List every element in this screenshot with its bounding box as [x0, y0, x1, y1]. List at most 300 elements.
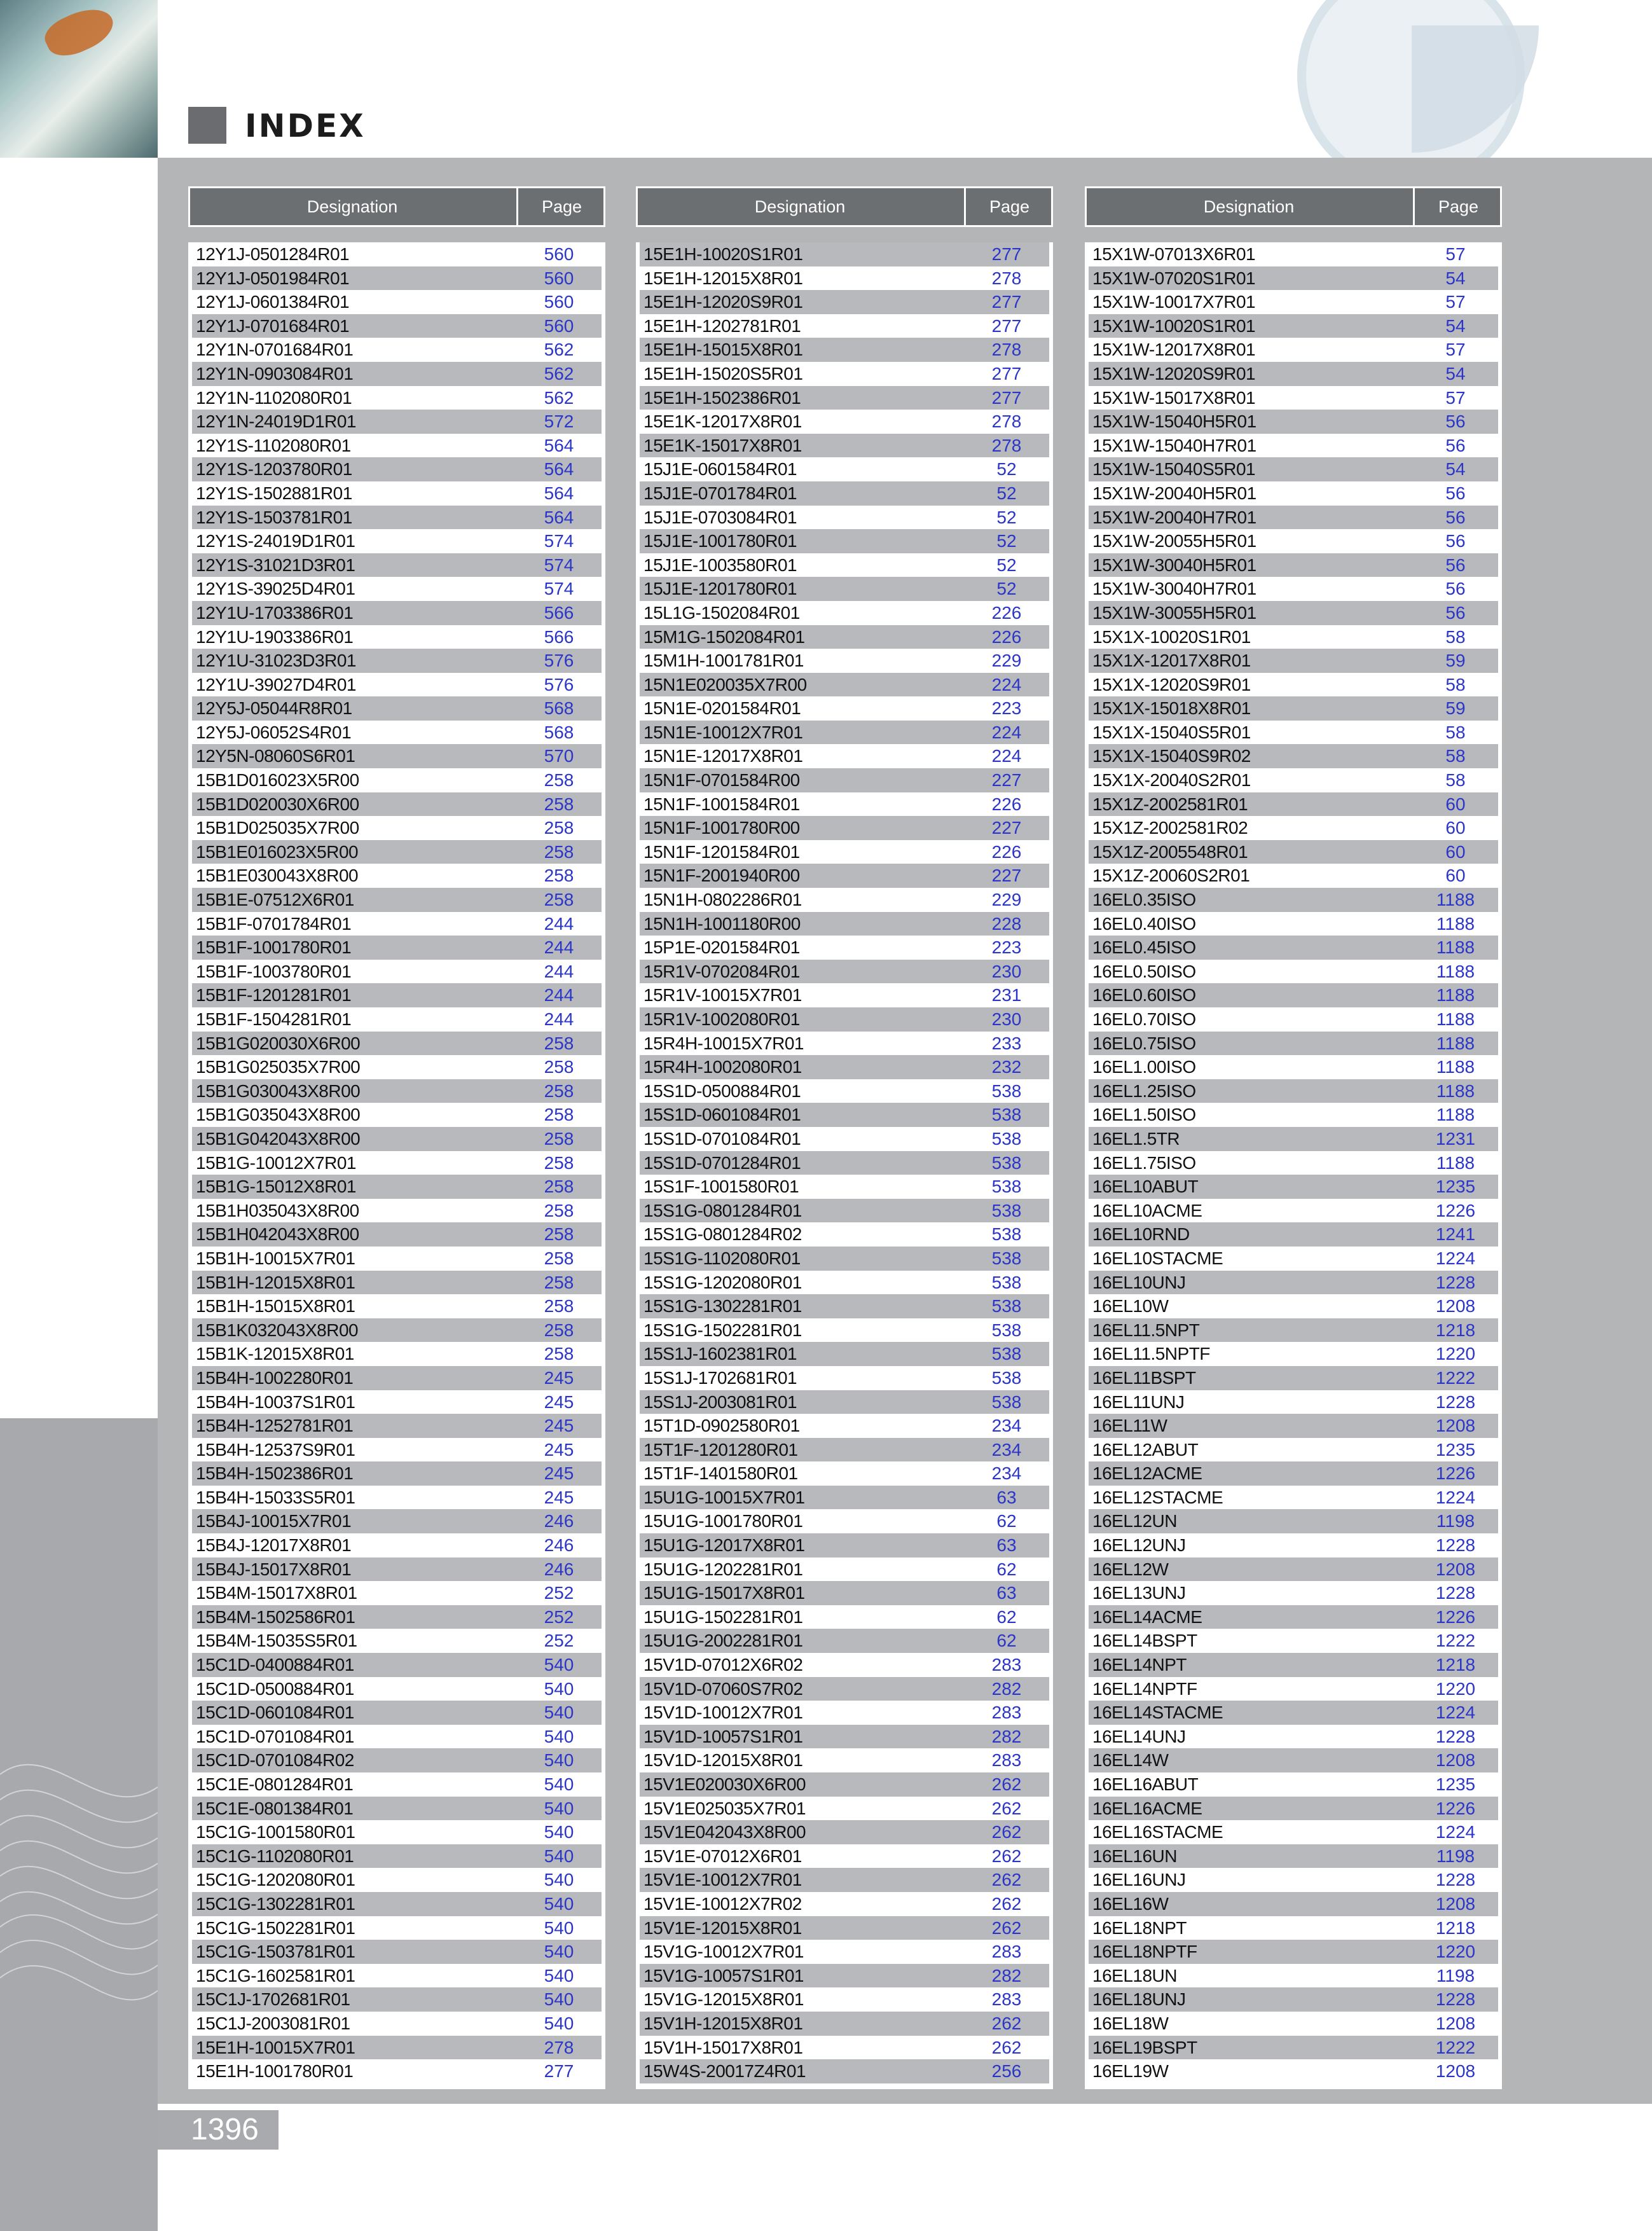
page-link[interactable]: 57 [1445, 340, 1466, 360]
page-link[interactable]: 540 [544, 1917, 574, 1938]
page-link[interactable]: 258 [544, 1152, 574, 1173]
page-link[interactable]: 1228 [1435, 1583, 1476, 1603]
table-row [192, 1509, 602, 1533]
page-link[interactable]: 540 [544, 1942, 574, 1962]
page-link[interactable]: 234 [991, 1439, 1022, 1460]
page-link[interactable]: 230 [991, 961, 1022, 981]
designation-cell: 15X1X-15018X8R01 [1092, 698, 1251, 719]
page-link[interactable]: 63 [996, 1583, 1017, 1603]
page-link[interactable]: 1228 [1435, 1989, 1476, 2010]
page-link[interactable]: 1218 [1435, 1917, 1476, 1938]
page-link[interactable]: 52 [996, 483, 1017, 503]
table-row [192, 457, 602, 481]
page-link[interactable]: 1208 [1435, 2061, 1476, 2082]
designation-cell: 15X1W-10020S1R01 [1092, 315, 1256, 336]
page-link[interactable]: 1188 [1436, 1152, 1475, 1173]
page-link[interactable]: 1208 [1435, 1559, 1476, 1579]
designation-cell: 16EL13UNJ [1092, 1583, 1186, 1603]
page-link[interactable]: 564 [544, 459, 574, 480]
page-link[interactable]: 52 [996, 579, 1017, 599]
page-link[interactable]: 63 [996, 1487, 1017, 1507]
blue-quarter-graphic [1412, 25, 1539, 153]
page-link[interactable]: 252 [544, 1583, 574, 1603]
page-link[interactable]: 246 [544, 1511, 574, 1531]
page-link[interactable]: 540 [544, 1798, 574, 1818]
page-link[interactable]: 56 [1445, 555, 1466, 575]
page-link[interactable]: 1224 [1435, 1248, 1476, 1268]
page-link[interactable]: 245 [544, 1439, 574, 1460]
page-link[interactable]: 258 [544, 1128, 574, 1149]
table-row [640, 553, 1049, 577]
page-link[interactable]: 283 [991, 1942, 1022, 1962]
designation-cell: 16EL18UN [1092, 1965, 1177, 1986]
page-link[interactable]: 224 [991, 674, 1022, 694]
page-link[interactable]: 283 [991, 1655, 1022, 1675]
designation-cell: 15E1H-12015X8R01 [644, 268, 803, 288]
page-link[interactable]: 228 [991, 913, 1022, 934]
page-link[interactable]: 227 [991, 818, 1022, 838]
page-link[interactable]: 576 [544, 651, 574, 671]
table-row [1089, 1318, 1498, 1343]
designation-cell: 15B1F-1001780R01 [196, 937, 352, 958]
page-link[interactable]: 56 [1445, 507, 1466, 527]
page-link[interactable]: 258 [544, 841, 574, 862]
table-row [1089, 864, 1498, 888]
page-link[interactable]: 258 [544, 818, 574, 838]
page-link[interactable]: 1188 [1436, 1009, 1475, 1029]
page-link[interactable]: 540 [544, 1774, 574, 1794]
page-link[interactable]: 574 [544, 555, 574, 575]
page-link[interactable]: 1208 [1435, 2013, 1476, 2033]
page-link[interactable]: 538 [991, 1152, 1022, 1173]
page-link[interactable]: 54 [1445, 268, 1466, 288]
page-link[interactable]: 262 [991, 2037, 1022, 2057]
page-link[interactable]: 223 [991, 937, 1022, 958]
page-link[interactable]: 540 [544, 1846, 574, 1866]
page-link[interactable]: 223 [991, 698, 1022, 719]
page-link[interactable]: 1220 [1435, 1942, 1476, 1962]
page-link[interactable]: 63 [996, 1535, 1017, 1556]
page-link[interactable]: 54 [1445, 315, 1466, 336]
page-link[interactable]: 232 [991, 1057, 1022, 1077]
page-link[interactable]: 1218 [1435, 1320, 1476, 1340]
page-link[interactable]: 244 [544, 961, 574, 981]
table-row [640, 1725, 1049, 1749]
page-link[interactable]: 258 [544, 1296, 574, 1316]
table-row [1089, 649, 1498, 673]
table-row [192, 434, 602, 458]
page-link[interactable]: 282 [991, 1965, 1022, 1986]
page-link[interactable]: 58 [1445, 746, 1466, 766]
page-link[interactable]: 538 [991, 1248, 1022, 1268]
designation-cell: 15X1X-15040S9R02 [1092, 746, 1251, 766]
page-link[interactable]: 1188 [1436, 1105, 1475, 1125]
page-link[interactable]: 1231 [1435, 1128, 1476, 1149]
page-link[interactable]: 540 [544, 1822, 574, 1842]
page-link[interactable]: 277 [991, 244, 1022, 264]
page-link[interactable]: 60 [1445, 866, 1466, 886]
page-link[interactable]: 226 [991, 602, 1022, 623]
designation-cell: 15E1H-10020S1R01 [644, 244, 803, 264]
page-link[interactable]: 564 [544, 483, 574, 503]
designation-cell: 15C1D-0701084R01 [196, 1726, 354, 1746]
page-link[interactable]: 234 [991, 1416, 1022, 1436]
page-link[interactable]: 52 [996, 459, 1017, 480]
page-link[interactable]: 54 [1445, 459, 1466, 480]
page-link[interactable]: 564 [544, 507, 574, 527]
page-link[interactable]: 52 [996, 507, 1017, 527]
designation-cell: 16EL16UNJ [1092, 1870, 1186, 1890]
designation-cell: 15V1E-12015X8R01 [644, 1917, 802, 1938]
page-link[interactable]: 230 [991, 1009, 1022, 1029]
designation-cell: 15B1G-10012X7R01 [196, 1152, 356, 1173]
page-link[interactable]: 244 [544, 1009, 574, 1029]
page-link[interactable]: 258 [544, 866, 574, 886]
page-link[interactable]: 538 [991, 1367, 1022, 1388]
table-row [640, 1605, 1049, 1629]
page-link[interactable]: 226 [991, 841, 1022, 862]
page-link[interactable]: 282 [991, 1678, 1022, 1699]
designation-cell: 15C1J-1702681R01 [196, 1989, 350, 2010]
page-link[interactable]: 1208 [1435, 1893, 1476, 1914]
page-link[interactable]: 258 [544, 1033, 574, 1053]
page-link[interactable]: 283 [991, 1703, 1022, 1723]
page-link[interactable]: 258 [544, 1248, 574, 1268]
page-link[interactable]: 262 [991, 1774, 1022, 1794]
page-link[interactable]: 62 [996, 1606, 1017, 1627]
table-row [1089, 1461, 1498, 1486]
page-link[interactable]: 245 [544, 1367, 574, 1388]
page-link[interactable]: 258 [544, 1344, 574, 1364]
page-link[interactable]: 262 [991, 1798, 1022, 1818]
table-row [1089, 457, 1498, 481]
page-link[interactable]: 540 [544, 1989, 574, 2010]
page-link[interactable]: 58 [1445, 674, 1466, 694]
page-link[interactable]: 1218 [1435, 1655, 1476, 1675]
page-link[interactable]: 256 [991, 2061, 1022, 2082]
page-link[interactable]: 262 [991, 1822, 1022, 1842]
table-row [1089, 1916, 1498, 1940]
designation-cell: 15X1X-10020S1R01 [1092, 626, 1251, 647]
page-link[interactable]: 258 [544, 794, 574, 814]
page-link[interactable]: 576 [544, 674, 574, 694]
page-link[interactable]: 568 [544, 722, 574, 742]
page-link[interactable]: 282 [991, 1726, 1022, 1746]
page-link[interactable]: 574 [544, 531, 574, 551]
page-link[interactable]: 1188 [1436, 937, 1475, 958]
table-row [1089, 553, 1498, 577]
table-row [640, 1772, 1049, 1797]
designation-cell: 15V1G-10057S1R01 [644, 1965, 804, 1986]
page-link[interactable]: 262 [991, 1917, 1022, 1938]
page-link[interactable]: 258 [544, 1224, 574, 1245]
page-link[interactable]: 540 [544, 1726, 574, 1746]
page-link[interactable]: 1222 [1435, 2037, 1476, 2057]
page-link[interactable]: 57 [1445, 387, 1466, 408]
page-link[interactable]: 1226 [1435, 1200, 1476, 1220]
page-link[interactable]: 538 [991, 1177, 1022, 1197]
page-link[interactable]: 278 [991, 268, 1022, 288]
page-link[interactable]: 540 [544, 1655, 574, 1675]
page-link[interactable]: 564 [544, 435, 574, 455]
page-link[interactable]: 1188 [1436, 1081, 1475, 1101]
page-link[interactable]: 54 [1445, 363, 1466, 383]
table-row [1089, 1533, 1498, 1558]
page-link[interactable]: 278 [991, 411, 1022, 432]
page-link[interactable]: 262 [991, 1893, 1022, 1914]
page-link[interactable]: 1222 [1435, 1631, 1476, 1651]
page-link[interactable]: 1198 [1436, 1846, 1475, 1866]
page-link[interactable]: 1224 [1435, 1822, 1476, 1842]
page-link[interactable]: 262 [991, 2013, 1022, 2033]
page-link[interactable]: 62 [996, 1511, 1017, 1531]
page-link[interactable]: 277 [544, 2061, 574, 2082]
page-link[interactable]: 52 [996, 555, 1017, 575]
page-link[interactable]: 1198 [1436, 1511, 1475, 1531]
page-link[interactable]: 245 [544, 1463, 574, 1484]
page-link[interactable]: 262 [991, 1846, 1022, 1866]
table-row [640, 625, 1049, 649]
designation-cell: 16EL14NPTF [1092, 1678, 1197, 1699]
page-link[interactable]: 1228 [1435, 1392, 1476, 1412]
page-link[interactable]: 62 [996, 1559, 1017, 1579]
page-link[interactable]: 252 [544, 1631, 574, 1651]
page-link[interactable]: 277 [991, 292, 1022, 312]
page-link[interactable]: 258 [544, 770, 574, 791]
designation-cell: 15B4H-1002280R01 [196, 1367, 354, 1388]
page-link[interactable]: 56 [1445, 602, 1466, 623]
page-header: Page [964, 188, 1053, 225]
page-link[interactable]: 226 [991, 626, 1022, 647]
page-link[interactable]: 224 [991, 746, 1022, 766]
page-link[interactable]: 58 [1445, 770, 1466, 791]
table-row [640, 1271, 1049, 1295]
table-row [1089, 529, 1498, 553]
page-link[interactable]: 1235 [1435, 1774, 1476, 1794]
page-link[interactable]: 227 [991, 770, 1022, 791]
page-link[interactable]: 540 [544, 1870, 574, 1890]
table-row [192, 1486, 602, 1510]
page-link[interactable]: 58 [1445, 722, 1466, 742]
page-link[interactable]: 1208 [1435, 1296, 1476, 1316]
page-link[interactable]: 560 [544, 244, 574, 264]
page-link[interactable]: 229 [991, 890, 1022, 910]
designation-cell: 12Y1S-31021D3R01 [196, 555, 355, 575]
page-link[interactable]: 245 [544, 1416, 574, 1436]
table-row [192, 1725, 602, 1749]
page-link[interactable]: 572 [544, 411, 574, 432]
page-link[interactable]: 538 [991, 1224, 1022, 1245]
designation-cell: 15J1E-1201780R01 [644, 579, 797, 599]
designation-cell: 15U1G-1502281R01 [644, 1606, 803, 1627]
page-link[interactable]: 258 [544, 1200, 574, 1220]
designation-cell: 15V1D-07012X6R02 [644, 1655, 803, 1675]
table-row [1089, 625, 1498, 649]
designation-cell: 12Y1U-1903386R01 [196, 626, 354, 647]
designation-cell: 15C1E-0801284R01 [196, 1774, 354, 1794]
page-link[interactable]: 262 [991, 1870, 1022, 1890]
designation-cell: 15N1E020035X7R00 [644, 674, 807, 694]
page-link[interactable]: 244 [544, 913, 574, 934]
page-link[interactable]: 60 [1445, 794, 1466, 814]
page-link[interactable]: 540 [544, 2013, 574, 2033]
designation-cell: 12Y5N-08060S6R01 [196, 746, 355, 766]
designation-cell: 16EL12W [1092, 1559, 1169, 1579]
page-link[interactable]: 562 [544, 340, 574, 360]
page-link[interactable]: 538 [991, 1128, 1022, 1149]
designation-cell: 15B4H-1502386R01 [196, 1463, 354, 1484]
page-link[interactable]: 56 [1445, 435, 1466, 455]
page-link[interactable]: 540 [544, 1750, 574, 1771]
page-link[interactable]: 560 [544, 292, 574, 312]
designation-cell: 15V1G-12015X8R01 [644, 1989, 804, 2010]
page-link[interactable]: 1208 [1435, 1750, 1476, 1771]
page-link[interactable]: 560 [544, 315, 574, 336]
page-link[interactable]: 245 [544, 1487, 574, 1507]
page-link[interactable]: 538 [991, 1344, 1022, 1364]
page-link[interactable]: 1228 [1435, 1535, 1476, 1556]
page-link[interactable]: 1188 [1436, 913, 1475, 934]
page-link[interactable]: 1198 [1436, 1965, 1475, 1986]
page-link[interactable]: 56 [1445, 579, 1466, 599]
table-row [640, 696, 1049, 721]
page-link[interactable]: 278 [991, 435, 1022, 455]
page-link[interactable]: 56 [1445, 411, 1466, 432]
designation-cell: 15X1W-15017X8R01 [1092, 387, 1256, 408]
page-link[interactable]: 244 [544, 937, 574, 958]
page-link[interactable]: 562 [544, 387, 574, 408]
page-link[interactable]: 59 [1445, 698, 1466, 719]
page-link[interactable]: 540 [544, 1703, 574, 1723]
page-link[interactable]: 277 [991, 315, 1022, 336]
designation-cell: 16EL0.75ISO [1092, 1033, 1196, 1053]
designation-cell: 15R4H-10015X7R01 [644, 1033, 804, 1053]
page-link[interactable]: 1208 [1435, 1416, 1476, 1436]
page-link[interactable]: 540 [544, 1893, 574, 1914]
page-link[interactable]: 283 [991, 1750, 1022, 1771]
page-link[interactable]: 227 [991, 866, 1022, 886]
page-link[interactable]: 566 [544, 626, 574, 647]
table-row [1089, 1271, 1498, 1295]
table-row [1089, 840, 1498, 864]
page-link[interactable]: 540 [544, 1678, 574, 1699]
designation-cell: 15J1E-0701784R01 [644, 483, 797, 503]
table-row [192, 601, 602, 625]
page-link[interactable]: 574 [544, 579, 574, 599]
page-link[interactable]: 258 [544, 1081, 574, 1101]
designation-cell: 15V1D-07060S7R02 [644, 1678, 803, 1699]
page-link[interactable]: 252 [544, 1606, 574, 1627]
page-link[interactable]: 258 [544, 1320, 574, 1340]
page-link[interactable]: 1222 [1435, 1367, 1476, 1388]
page-link[interactable]: 1228 [1435, 1272, 1476, 1292]
page-link[interactable]: 245 [544, 1392, 574, 1412]
wave-lines-graphic [0, 1418, 158, 2231]
page-link[interactable]: 60 [1445, 818, 1466, 838]
page-link[interactable]: 224 [991, 722, 1022, 742]
page-link[interactable]: 258 [544, 1272, 574, 1292]
page-link[interactable]: 258 [544, 1177, 574, 1197]
page-link[interactable]: 231 [991, 985, 1022, 1005]
page-link[interactable]: 277 [991, 363, 1022, 383]
page-link[interactable]: 57 [1445, 244, 1466, 264]
page-link[interactable]: 538 [991, 1105, 1022, 1125]
designation-cell: 15B1G020030X6R00 [196, 1033, 361, 1053]
page-link[interactable]: 540 [544, 1965, 574, 1986]
page-link[interactable]: 1235 [1435, 1177, 1476, 1197]
page-link[interactable]: 1188 [1436, 985, 1475, 1005]
page-link[interactable]: 538 [991, 1296, 1022, 1316]
page-link[interactable]: 1241 [1435, 1224, 1476, 1245]
page-link[interactable]: 562 [544, 363, 574, 383]
page-link[interactable]: 538 [991, 1200, 1022, 1220]
designation-cell: 16EL16STACME [1092, 1822, 1223, 1842]
page-link[interactable]: 234 [991, 1463, 1022, 1484]
page-link[interactable]: 258 [544, 890, 574, 910]
page-link[interactable]: 60 [1445, 841, 1466, 862]
table-row [192, 1748, 602, 1772]
page-link[interactable]: 278 [991, 340, 1022, 360]
page-link[interactable]: 1224 [1435, 1487, 1476, 1507]
page-link[interactable]: 58 [1445, 626, 1466, 647]
page-link[interactable]: 59 [1445, 651, 1466, 671]
page-link[interactable]: 52 [996, 531, 1017, 551]
page-link[interactable]: 560 [544, 268, 574, 288]
page-link[interactable]: 283 [991, 1989, 1022, 2010]
table-row [192, 242, 602, 266]
page-link[interactable]: 258 [544, 1105, 574, 1125]
page-link[interactable]: 246 [544, 1535, 574, 1556]
table-row [192, 1271, 602, 1295]
page-link[interactable]: 62 [996, 1631, 1017, 1651]
page-link[interactable]: 538 [991, 1272, 1022, 1292]
page-link[interactable]: 538 [991, 1392, 1022, 1412]
page-link[interactable]: 258 [544, 1057, 574, 1077]
page-link[interactable]: 1220 [1435, 1678, 1476, 1699]
page-link[interactable]: 56 [1445, 483, 1466, 503]
designation-cell: 15U1G-15017X8R01 [644, 1583, 805, 1603]
page-link[interactable]: 1228 [1435, 1870, 1476, 1890]
page-link[interactable]: 1220 [1435, 1344, 1476, 1364]
page-link[interactable]: 244 [544, 985, 574, 1005]
page-link[interactable]: 570 [544, 746, 574, 766]
designation-cell: 16EL11.5NPT [1092, 1320, 1200, 1340]
page-link[interactable]: 538 [991, 1081, 1022, 1101]
page-link[interactable]: 566 [544, 602, 574, 623]
page-link[interactable]: 57 [1445, 292, 1466, 312]
page-link[interactable]: 1228 [1435, 1726, 1476, 1746]
page-link[interactable]: 1188 [1436, 1033, 1475, 1053]
page-link[interactable]: 226 [991, 794, 1022, 814]
page-link[interactable]: 1226 [1435, 1606, 1476, 1627]
page-link[interactable]: 246 [544, 1559, 574, 1579]
page-link[interactable]: 1224 [1435, 1703, 1476, 1723]
page-link[interactable]: 277 [991, 387, 1022, 408]
page-link[interactable]: 1188 [1436, 961, 1475, 981]
page-link[interactable]: 233 [991, 1033, 1022, 1053]
page-link[interactable]: 56 [1445, 531, 1466, 551]
page-link[interactable]: 229 [991, 651, 1022, 671]
page-link[interactable]: 1188 [1436, 1057, 1475, 1077]
page-link[interactable]: 1226 [1435, 1798, 1476, 1818]
table-row [1089, 1797, 1498, 1821]
page-link[interactable]: 1235 [1435, 1439, 1476, 1460]
page-link[interactable]: 1226 [1435, 1463, 1476, 1484]
page-link[interactable]: 278 [544, 2037, 574, 2057]
page-link[interactable]: 538 [991, 1320, 1022, 1340]
page-link[interactable]: 1188 [1436, 890, 1475, 910]
page-link[interactable]: 568 [544, 698, 574, 719]
